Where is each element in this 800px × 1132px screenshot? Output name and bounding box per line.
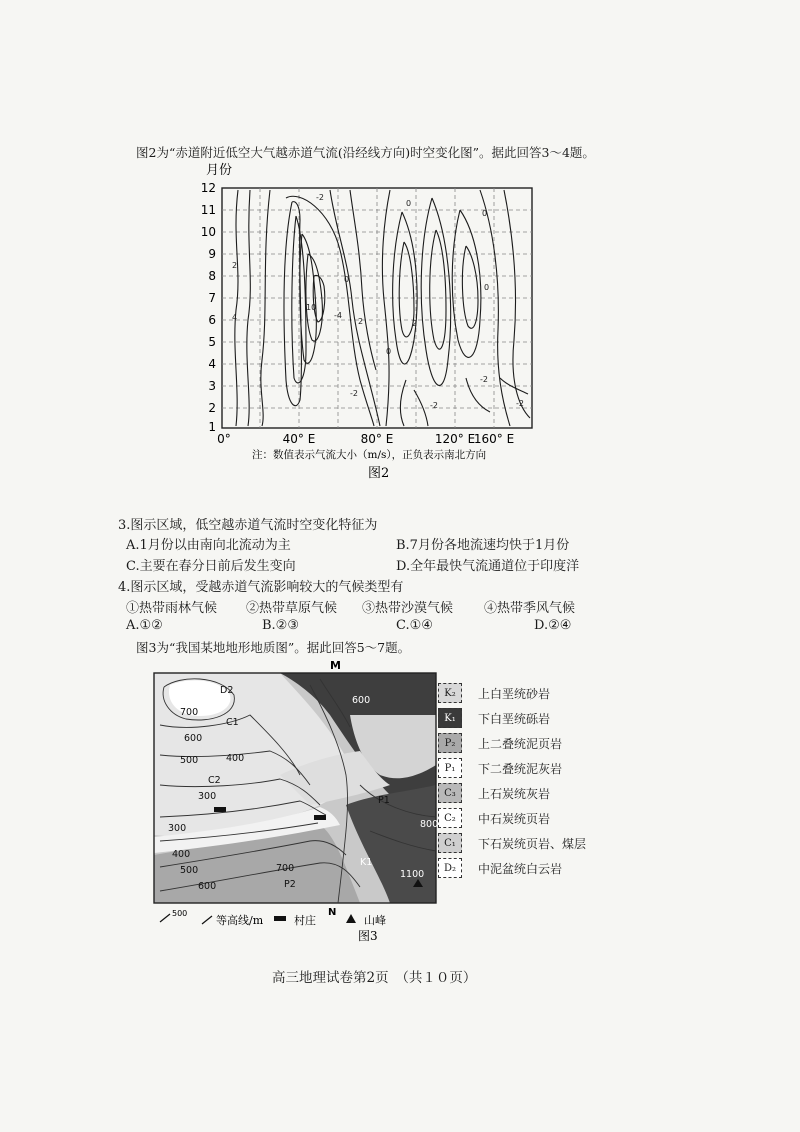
map-label: 400 [226,753,245,764]
map-label-n: N [328,907,337,918]
y-tick: 3 [208,379,216,393]
legend-label: 下二叠统泥灰岩 [478,762,563,776]
legend-swatch: K₂ [438,683,462,703]
contour-label: -2 [430,401,438,410]
q3-option-b[interactable]: B.7月份各地流速均快于1月份 [396,538,570,553]
legend-row [438,683,588,705]
map-label: 300 [168,823,187,834]
q3-option-d[interactable]: D.全年最快气流通道位于印度洋 [396,559,580,574]
map-label: 500 [180,755,199,766]
map-label: 700 [276,863,295,874]
map-label: 600 [184,733,203,744]
y-tick: 8 [208,269,216,283]
legend-row [438,808,588,830]
map-label: K1 [360,857,373,868]
contour-label: -2 [480,375,488,384]
page-footer: 高三地理试卷第2页 （共１０页） [272,970,477,986]
y-tick: 1 [208,420,216,434]
legend-swatch: P₁ [438,758,462,778]
contour-label: 0 [344,275,350,284]
contour-label: -2 [350,389,358,398]
map-label: 600 [352,695,371,706]
contour-label: -2 [516,399,524,408]
y-tick: 4 [208,357,216,371]
y-tick: 9 [208,247,216,261]
peak-key-icon [346,914,356,923]
q4-stem: 4.图示区域，受越赤道气流影响较大的气候类型有 [118,580,404,595]
fig3-caption: 图3 [358,929,378,943]
map-label: 800 [420,819,439,830]
legend-swatch: C₃ [438,783,462,803]
legend-label: 中泥盆统白云岩 [478,862,563,876]
legend-label: 下石炭统页岩、煤层 [478,837,587,851]
legend-label: 上二叠统泥页岩 [478,737,563,751]
q4-option-a[interactable]: A.①② [126,618,163,633]
legend-swatch: D₂ [438,858,462,878]
contour-label: 0 [386,347,392,356]
map-label: 700 [180,707,199,718]
legend-row [438,708,588,730]
fig2-caption: 图2 [368,466,390,481]
x-tick: 160° E [473,432,515,446]
contour-label: 4 [232,313,238,322]
contour-label: 10 [306,303,317,312]
y-tick: 12 [200,181,216,195]
legend-row [438,783,588,805]
y-tick: 5 [208,335,216,349]
map-label: 400 [172,849,191,860]
map-label: 1100 [400,869,425,880]
fig3-geology-map [150,655,450,935]
map-label-m: M [330,659,341,672]
map-label: C1 [226,717,239,728]
legend-row [438,733,588,755]
map-label: D2 [220,685,234,696]
village-key-icon [274,916,286,921]
contour-label: 0 [484,283,490,292]
y-tick: 6 [208,313,216,327]
contour-key-label: 等高线/m [216,914,264,927]
fig2-y-title: 月份 [206,163,233,178]
q4-item-3: ③热带沙漠气候 [362,601,454,616]
legend-swatch: C₁ [438,833,462,853]
fig2-intro: 图2为“赤道附近低空大气越赤道气流(沿经线方向)时空变化图”。据此回答3～4题。 [136,145,595,160]
q4-item-2: ②热带草原气候 [246,601,338,616]
x-tick: 40° E [282,432,316,446]
legend-swatch: C₂ [438,808,462,828]
x-tick: 120° E [434,432,476,446]
map-label: 600 [198,881,217,892]
contour-key-icon [202,916,212,924]
y-tick: 7 [208,291,216,305]
y-tick: 11 [200,203,216,217]
legend-row [438,758,588,780]
q4-item-1: ①热带雨林气候 [126,601,218,616]
contour-label: -4 [334,311,342,320]
q4-option-b[interactable]: B.②③ [262,618,299,633]
legend-swatch: P₂ [438,733,462,753]
peak-key-label: 山峰 [364,914,386,927]
map-label: 500 [180,865,199,876]
fig3-map-key [150,906,470,946]
x-tick: 80° E [360,432,394,446]
map-label: P2 [284,879,296,890]
legend-label: 上石炭统灰岩 [478,787,551,801]
contour-label: 2 [412,319,418,328]
fig2-note: 注：数值表示气流大小（m/s），正负表示南北方向 [252,449,487,461]
legend-label: 中石炭统页岩 [478,812,551,826]
legend-label: 下白垩统砾岩 [478,712,551,726]
contour-label: 0 [482,209,488,218]
q4-item-4: ④热带季风气候 [484,601,576,616]
legend-row [438,833,588,855]
map-label: 300 [198,791,217,802]
contour-key-icon [160,914,170,922]
map-label: C2 [208,775,221,786]
contour-label: 0 [406,199,412,208]
legend-swatch: K₁ [438,708,462,728]
village-key-label: 村庄 [294,914,316,927]
contour-label: 2 [358,317,364,326]
map-label: P1 [378,795,390,806]
q3-stem: 3.图示区域，低空越赤道气流时空变化特征为 [118,518,378,533]
q4-option-c[interactable]: C.①④ [396,618,433,633]
contour-label: -2 [316,193,324,202]
q3-option-c[interactable]: C.主要在春分日前后发生变向 [126,559,296,574]
y-tick: 2 [208,401,216,415]
x-tick: 0° [217,432,231,446]
legend-row [438,858,588,880]
legend-label: 上白垩统砂岩 [478,687,551,701]
y-tick: 10 [200,225,216,239]
q3-option-a[interactable]: A.1月份以由南向北流动为主 [126,538,291,553]
q4-option-d[interactable]: D.②④ [534,618,572,633]
contour-key-value: 500 [172,909,188,918]
fig3-intro: 图3为“我国某地地形地质图”。据此回答5～7题。 [136,640,411,655]
contour-label: 2 [232,261,238,270]
